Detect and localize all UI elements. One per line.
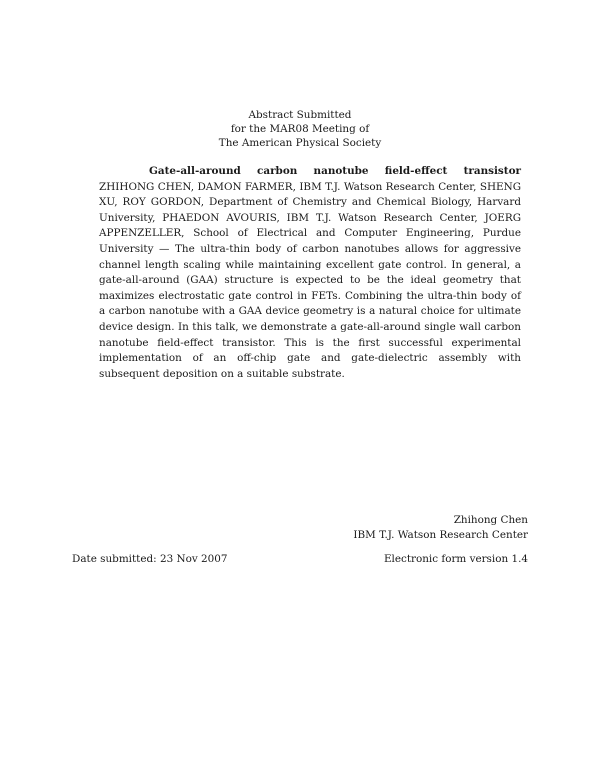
abstract-authors: ZHIHONG CHEN, DAMON FARMER, IBM T.J. Watson Research Center, SHENG XU, ROY GORDON, Department of Chemistry and Chemical Biology, Harvard University, PHAEDON AVOURIS, IBM T.J. Watson Research Center, JOERG APPENZELLER, School of Electrical and Computer Engineering, Purdue University (99, 180, 521, 255)
header-line-society: The American Physical Society (218, 137, 382, 149)
abstract-paragraph (99, 164, 521, 382)
date-submitted: Date submitted: 23 Nov 2007 (72, 553, 228, 565)
abstract-title: Gate-all-around carbon nanotube field-effect transistor (149, 165, 521, 177)
header-line-abstract-submitted: Abstract Submitted (248, 109, 352, 121)
header-line-meeting: for the MAR08 Meeting of (230, 123, 370, 135)
signature-name: Zhihong Chen (453, 514, 528, 526)
signature-affiliation: IBM T.J. Watson Research Center (353, 529, 528, 541)
abstract-body: — The ultra-thin body of carbon nanotubes allows for aggressive channel length scaling while maintaining excellent gate control. In general, a gate-all-around (GAA) structure is expected to be the ideal geometry that maximizes electrostatic gate control in FETs. Combining the ultra-thin body of a carbon nanotube with a GAA device geometry is a natural choice for ultimate device design. In this talk, we demonstrate a gate-all-around single wall carbon nanotube field-effect transistor. This is the first successful experimental implementation of an off-chip gate and gate-dielectric assembly with subsequent deposition on a suitable substrate. (99, 242, 521, 380)
signature-block (353, 513, 528, 543)
submission-header (0, 108, 600, 150)
form-version: Electronic form version 1.4 (383, 553, 528, 565)
